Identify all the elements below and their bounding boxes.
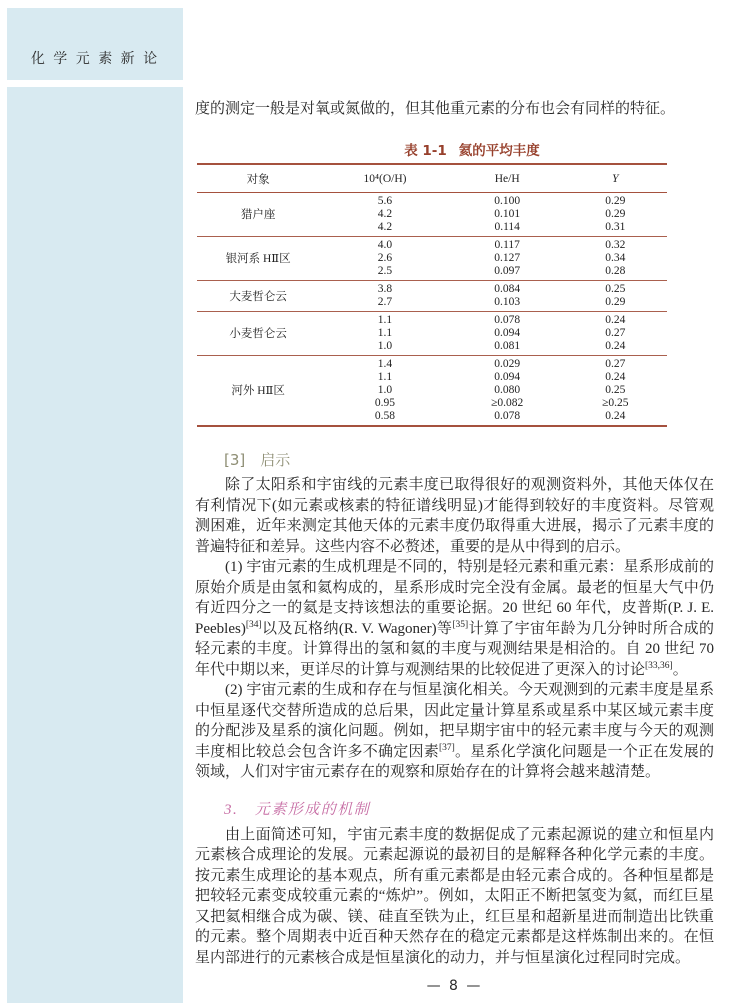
table-cell: 0.097 <box>494 265 521 277</box>
table-cell: 0.24 <box>605 410 626 422</box>
table-cell: 0.29 <box>605 296 626 308</box>
table-cell: 5.6 <box>377 195 393 207</box>
table-row <box>197 237 667 253</box>
helium-abundance-table <box>197 163 667 427</box>
section-heading-mechanism: 3. 元素形成的机制 <box>224 801 371 818</box>
table-cell: 0.24 <box>605 371 626 383</box>
table-cell: 0.29 <box>605 195 626 207</box>
paragraph-text: 。星系化学演化问题是一个正在发展的领域，人们对宇宙元素存在的观察和原始存在的计算将会越来越清楚。 <box>195 743 714 780</box>
table-cell: 0.58 <box>374 410 396 422</box>
table-group-large-magellanic <box>197 281 667 312</box>
table-cell: 0.094 <box>494 371 521 383</box>
reference-superscript: [34] <box>245 619 262 630</box>
table-group-galactic-hii <box>197 237 667 281</box>
table-group-extragalactic-hii <box>197 356 667 427</box>
row-group-label: 银河系 HⅡ区 <box>225 253 291 265</box>
table-cell: 0.081 <box>494 340 521 352</box>
book-title-banner <box>7 8 183 80</box>
table-cell: ≥0.25 <box>602 397 629 409</box>
row-group-label: 猎户座 <box>240 209 276 221</box>
paragraph-text: (2) 宇宙元素的生成和存在与恒星演化相关。今天观测到的元素丰度是星系中恒星逐代交替所造成的总后果，因此定量计算星系或星系中某区域元素丰度的分配涉及星系的演化问题。例如，把早期宇宙中的轻元素丰度与今天的观测丰度相比较总会包含许多不确定因素 <box>195 682 714 760</box>
table-cell: 0.25 <box>605 283 626 295</box>
table-cell: ≥0.082 <box>491 397 524 409</box>
table-cell: 0.100 <box>494 195 521 207</box>
table-cell: 0.24 <box>605 314 626 326</box>
table-cell: 0.103 <box>494 296 521 308</box>
table-row <box>197 281 667 297</box>
table-cell: 0.34 <box>605 252 626 264</box>
col-header-oh-ratio: 10⁴(O/H) <box>319 164 451 193</box>
insight-intro-paragraph: 除了太阳系和宇宙线的元素丰度已取得很好的观测资料外，其他天体仅在有利情况下(如元素或核素的特征谱线明显)才能得到较好的丰度资料。尽管观测困难，近年来测定其他天体的元素丰度仍取得重大进展，揭示了元素丰度的普遍特征和差异。这些内容不必赘述，重要的是从中得到的启示。 <box>195 477 714 555</box>
table-cell: 1.1 <box>377 314 393 326</box>
table-cell: 0.95 <box>374 397 396 409</box>
table-cell: 4.2 <box>377 221 393 233</box>
table-cell: 2.7 <box>377 296 393 308</box>
paragraph-text: 。 <box>672 661 688 678</box>
table-caption <box>237 139 707 159</box>
book-title: 化 学 元 素 新 论 <box>30 51 160 67</box>
table-caption-title: 氦的平均丰度 <box>458 143 540 159</box>
table-cell: 1.4 <box>377 358 393 370</box>
intro-paragraph: 度的测定一般是对氧或氮做的，但其他重元素的分布也会有同样的特征。 <box>195 101 676 117</box>
table-cell: 0.31 <box>605 221 626 233</box>
section-heading-insight: [3] 启示 <box>224 451 291 469</box>
page-number: — 8 — <box>426 978 483 994</box>
paragraph-text: 以及瓦格纳(R. V. Wagoner)等 <box>261 620 453 637</box>
table-cell: 4.0 <box>377 239 393 251</box>
table-cell: 0.28 <box>605 265 626 277</box>
col-header-he-h: He/H <box>451 164 564 193</box>
left-margin-panel <box>7 87 183 1003</box>
table-row <box>197 193 667 209</box>
table-cell: 0.084 <box>494 283 521 295</box>
table-cell: 1.0 <box>377 384 393 396</box>
table-cell: 0.32 <box>605 239 626 251</box>
table-cell: 0.078 <box>494 410 521 422</box>
table-cell: 2.6 <box>377 252 393 264</box>
table-cell: 0.27 <box>605 327 626 339</box>
paragraph-text: (1) 宇宙元素的生成机理是不同的，特别是轻元素和重元素：星系形成前的原始介质是由氢和氦构成的，星系形成时完全没有金属。最老的恒星大气中仍有近四分之一的氦是支持该想法的重要论据。20 世纪 60 年代，皮普斯(P. J. E. Peebles) <box>195 559 714 637</box>
table-cell: 3.8 <box>377 283 393 295</box>
insight-point-2-paragraph <box>195 680 714 783</box>
table-group-small-magellanic <box>197 312 667 356</box>
insight-point-1-paragraph <box>195 557 714 680</box>
col-header-object: 对象 <box>197 164 319 193</box>
row-group-label: 小麦哲仑云 <box>229 328 287 340</box>
table-cell: 1.0 <box>377 340 393 352</box>
col-header-y: Y <box>564 164 667 193</box>
table-group-orion <box>197 193 667 237</box>
reference-superscript: [35] <box>452 619 469 630</box>
table-cell: 1.1 <box>377 371 393 383</box>
table-cell: 0.27 <box>605 358 626 370</box>
table-cell: 0.114 <box>494 221 520 233</box>
table-row <box>197 312 667 328</box>
table-cell: 0.117 <box>494 239 520 251</box>
table-cell: 0.24 <box>605 340 626 352</box>
table-header-row <box>197 164 667 193</box>
table-cell: 0.29 <box>605 208 626 220</box>
table-cell: 0.101 <box>494 208 521 220</box>
table-caption-label: 表 1-1 <box>404 143 447 159</box>
page-content <box>195 99 714 994</box>
table-cell: 0.080 <box>494 384 521 396</box>
table-cell: 0.127 <box>494 252 521 264</box>
table-cell: 2.5 <box>377 265 393 277</box>
table-cell: 4.2 <box>377 208 393 220</box>
table-cell: 0.094 <box>494 327 521 339</box>
table-cell: 0.029 <box>494 358 521 370</box>
reference-superscript: [33,36] <box>645 660 673 671</box>
mechanism-paragraph: 由上面简述可知，宇宙元素丰度的数据促成了元素起源说的建立和恒星内元素核合成理论的发展。元素起源说的最初目的是解释各种化学元素的丰度。按元素生成理论的基本观点，所有重元素都是由轻元素合成的。各种恒星都是把较轻元素变成较重元素的“炼炉”。例如，太阳正不断把氢变为氦，而红巨星又把氦相继合成为碳、镁、硅直至铁为止，红巨星和超新星进而制造出比铁重的元素。整个周期表中近百种天然存在的稳定元素都是这样炼制出来的。在恒星内部进行的元素核合成是恒星演化的动力，并与恒星演化过程同时完成。 <box>195 826 714 966</box>
reference-superscript: [37] <box>438 742 455 753</box>
table-cell: 0.078 <box>494 314 521 326</box>
table-cell: 1.1 <box>377 327 393 339</box>
row-group-label: 河外 HⅡ区 <box>231 385 285 397</box>
table-row <box>197 356 667 372</box>
table-cell: 0.25 <box>605 384 626 396</box>
row-group-label: 大麦哲仑云 <box>229 290 287 303</box>
paragraph-text: 计算了宇宙年龄为几分钟时所合成的轻元素的丰度。计算得出的氢和氦的丰度与观测结果是相洽的。自 20 世纪 70 年代中期以来，更详尽的计算与观测结果的比较促进了更深入的讨论 <box>195 620 714 678</box>
